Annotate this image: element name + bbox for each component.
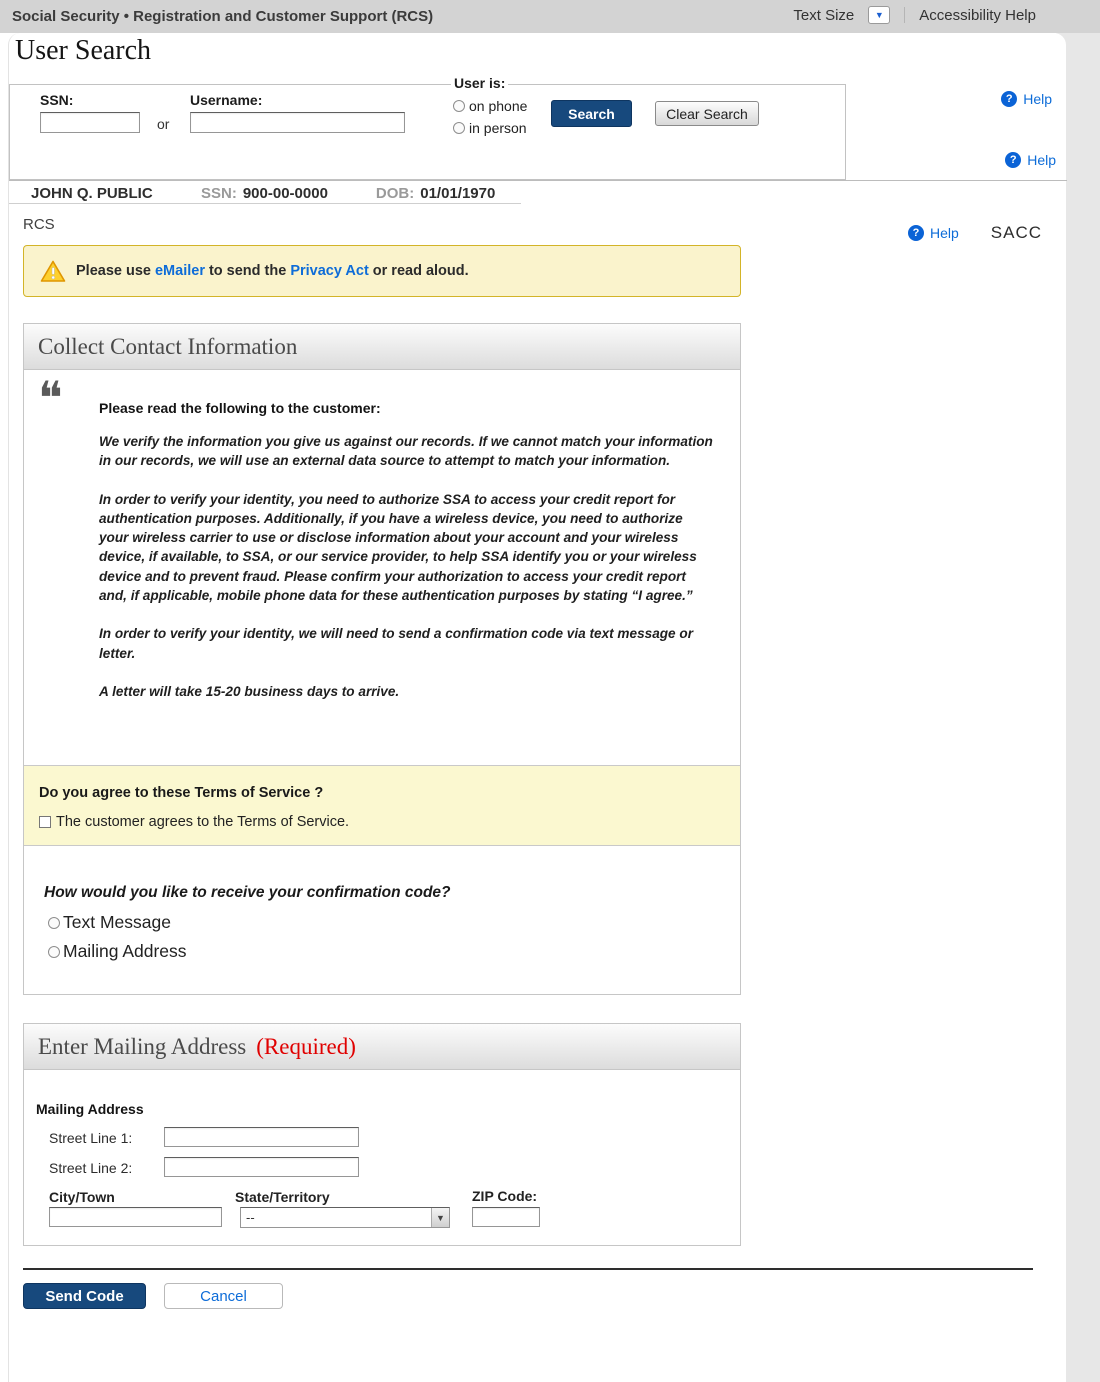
person-header bbox=[31, 185, 543, 202]
radio-in-person[interactable] bbox=[453, 122, 465, 134]
cancel-button[interactable]: Cancel bbox=[164, 1283, 283, 1309]
accessibility-help-link[interactable]: Accessibility Help bbox=[919, 6, 1036, 24]
banner-text-pre: Please use bbox=[76, 263, 151, 279]
terms-of-service-strip bbox=[24, 765, 740, 846]
person-underline bbox=[9, 203, 521, 204]
page-title: User Search bbox=[15, 35, 152, 66]
section-divider bbox=[9, 180, 1067, 181]
chevron-down-icon: ▼ bbox=[874, 9, 884, 20]
radio-mailing-address-label: Mailing Address bbox=[63, 941, 187, 961]
script-paragraph: A letter will take 15-20 business days to arrive. bbox=[99, 683, 400, 699]
person-ssn-label: SSN: bbox=[201, 185, 237, 202]
script-paragraph: In order to verify your identity, you need to authorize SSA to access your credit report for authentication purposes. Additionally, if you have a wireless device, you need to authorize your wireless carrier to use or disclose information about your account and your wireless device, if available, to SSA, or our service provider, to help SSA identify you or your wireless device and to prevent fraud. Please confirm your authorization to access your credit report and, if applicable, mobile phone data for these authentication purposes by stating “I agree.” bbox=[99, 491, 697, 604]
send-code-button[interactable]: Send Code bbox=[23, 1283, 146, 1309]
banner-text-mid: to send the bbox=[208, 263, 287, 279]
street-line-1-input[interactable] bbox=[164, 1127, 359, 1147]
mailing-section-header bbox=[24, 1024, 740, 1070]
help-link-rcs[interactable] bbox=[908, 225, 959, 241]
state-territory-select[interactable] bbox=[240, 1207, 450, 1228]
city-town-input[interactable] bbox=[49, 1207, 222, 1227]
page-card bbox=[8, 33, 1066, 1382]
radio-in-person-label: in person bbox=[469, 120, 527, 136]
username-input[interactable] bbox=[190, 112, 405, 133]
state-selected-value: -- bbox=[246, 1210, 255, 1225]
person-ssn-value: 900-00-0000 bbox=[242, 185, 328, 202]
help-link-label: Help bbox=[929, 225, 959, 241]
city-town-label: City/Town bbox=[49, 1189, 115, 1205]
tab-sacc[interactable]: SACC bbox=[990, 223, 1042, 242]
privacy-act-link[interactable]: Privacy Act bbox=[290, 263, 369, 279]
privacy-warning-banner bbox=[23, 245, 741, 297]
radio-on-phone-label: on phone bbox=[469, 98, 528, 114]
text-size-label: Text Size bbox=[793, 6, 855, 24]
ssn-label: SSN: bbox=[40, 92, 74, 108]
help-link-results[interactable] bbox=[1005, 152, 1056, 168]
emailer-link[interactable]: eMailer bbox=[154, 263, 205, 279]
application-header-bar bbox=[0, 0, 1100, 33]
help-icon: ? bbox=[908, 225, 924, 241]
collect-section-header bbox=[24, 324, 740, 370]
confirmation-code-question: How would you like to receive your confirmation code? bbox=[44, 884, 451, 901]
tos-question: Do you agree to these Terms of Service ? bbox=[39, 785, 324, 801]
username-label: Username: bbox=[190, 92, 263, 108]
help-link-label: Help bbox=[1027, 152, 1056, 168]
script-paragraph: We verify the information you give us against our records. If we cannot match your information in our records, we will use an external data source to attempt to match your information. bbox=[99, 434, 713, 469]
help-link-search[interactable] bbox=[1001, 91, 1052, 107]
topbar-divider bbox=[904, 7, 905, 23]
tos-checkbox-label: The customer agrees to the Terms of Service. bbox=[56, 814, 350, 830]
radio-mailing-address[interactable] bbox=[48, 946, 60, 958]
search-button[interactable]: Search bbox=[551, 100, 632, 127]
script-paragraphs bbox=[99, 432, 714, 720]
warning-triangle-icon bbox=[40, 260, 66, 283]
quote-icon: ❝ bbox=[38, 373, 63, 424]
clear-search-button[interactable]: Clear Search bbox=[655, 101, 759, 126]
help-link-label: Help bbox=[1023, 91, 1052, 107]
state-territory-label: State/Territory bbox=[235, 1189, 330, 1205]
street-line-2-input[interactable] bbox=[164, 1157, 359, 1177]
banner-text-post: or read aloud. bbox=[372, 263, 469, 279]
or-label: or bbox=[157, 116, 170, 132]
user-search-form bbox=[9, 75, 846, 180]
help-icon: ? bbox=[1001, 91, 1017, 107]
radio-text-message-label: Text Message bbox=[63, 912, 171, 932]
required-indicator: (Required) bbox=[256, 1033, 356, 1059]
tos-agree-checkbox[interactable] bbox=[39, 816, 51, 828]
text-size-dropdown[interactable] bbox=[868, 6, 890, 24]
street-line-2-label: Street Line 2: bbox=[49, 1160, 133, 1176]
mailing-address-label: Mailing Address bbox=[36, 1101, 144, 1117]
ssn-input[interactable] bbox=[40, 112, 140, 133]
person-name: JOHN Q. PUBLIC bbox=[31, 185, 153, 202]
read-to-customer-intro: Please read the following to the customer: bbox=[99, 400, 381, 416]
footer-divider bbox=[23, 1268, 1033, 1270]
street-line-1-label: Street Line 1: bbox=[49, 1130, 133, 1146]
chevron-down-icon: ▼ bbox=[431, 1208, 449, 1227]
collect-contact-section bbox=[23, 323, 741, 995]
script-paragraph: In order to verify your identity, we will need to send a confirmation code via text message or letter. bbox=[99, 626, 693, 661]
help-icon: ? bbox=[1005, 152, 1021, 168]
mailing-address-section bbox=[23, 1023, 741, 1246]
app-title: Social Security • Registration and Customer Support (RCS) bbox=[12, 8, 434, 25]
user-is-label: User is: bbox=[451, 75, 508, 91]
radio-text-message[interactable] bbox=[48, 917, 60, 929]
person-dob-value: 01/01/1970 bbox=[420, 185, 496, 202]
zip-code-label: ZIP Code: bbox=[472, 1188, 538, 1204]
person-dob-label: DOB: bbox=[375, 185, 415, 202]
mailing-section-title: Enter Mailing Address bbox=[38, 1033, 247, 1059]
radio-on-phone[interactable] bbox=[453, 100, 465, 112]
collect-section-title: Collect Contact Information bbox=[38, 333, 298, 359]
tab-rcs[interactable]: RCS bbox=[23, 216, 55, 233]
zip-code-input[interactable] bbox=[472, 1207, 540, 1227]
